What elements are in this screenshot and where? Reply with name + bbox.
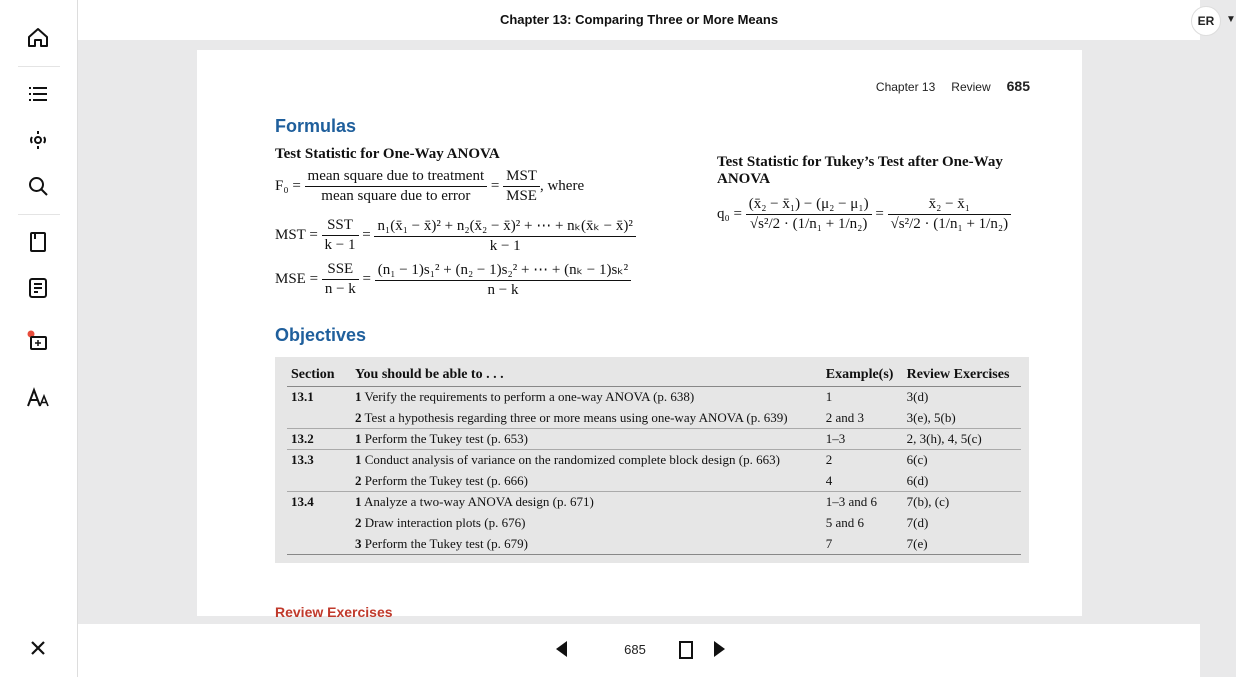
mse-equals: = [362, 270, 371, 287]
row-review-exercises: 3(e), 5(b) [906, 409, 956, 425]
text-size-icon [26, 386, 50, 410]
running-head-page-number: 685 [1006, 78, 1030, 94]
tukey-equals: = [875, 205, 884, 222]
row-objective [351, 513, 822, 534]
bookmarks-icon [26, 230, 50, 254]
objective-number: 1 [355, 494, 362, 509]
row-section: 13.1 [291, 389, 314, 404]
row-section: 13.4 [287, 492, 351, 513]
notes-icon [26, 276, 50, 300]
row-objective [351, 429, 822, 450]
row-section [287, 408, 351, 429]
chevron-down-icon[interactable]: ▼ [1226, 14, 1236, 25]
table-row [287, 450, 1021, 471]
objective-text: Conduct analysis of variance on the randomized complete block design (p. 663) [364, 452, 780, 467]
table-row [287, 534, 1021, 555]
home-button[interactable] [14, 16, 62, 60]
table-row [287, 513, 1021, 534]
objective-text: Draw interaction plots (p. 676) [364, 514, 526, 530]
table-row [287, 492, 1021, 513]
header-review-exercises: Review Exercises [903, 365, 1021, 387]
row-objective [351, 471, 822, 492]
f0-mse: MSE [506, 188, 537, 204]
objective-text: Test a hypothesis regarding three or more means using one-way ANOVA (p. 639) [364, 409, 788, 425]
row-review-exercises: 6(d) [906, 472, 929, 488]
table-of-contents-icon [26, 82, 50, 106]
row-examples: 7 [822, 534, 903, 555]
row-objective [351, 492, 822, 513]
tukey-simplified-denominator: √s²/2 · (1/n₁ + 1/n₂) [890, 216, 1009, 232]
row-section [287, 534, 351, 555]
f0-denominator: mean square due to error [321, 188, 471, 204]
close-button[interactable] [14, 626, 62, 670]
mse-expanded-numerator: (n₁ − 1)s₁² + (n₂ − 1)s₂² + ⋯ + (nₖ − 1)sₖ² [375, 260, 631, 281]
audio-icon [26, 128, 50, 152]
f0-where: , where [539, 177, 585, 194]
objective-number: 2 [355, 514, 362, 530]
row-review-exercises: 7(b), (c) [903, 492, 1021, 513]
row-examples: 4 [825, 472, 833, 488]
f0-equals: = [490, 177, 500, 194]
row-review-exercises: 7(d) [906, 514, 929, 530]
objective-text: Perform the Tukey test (p. 679) [364, 535, 528, 551]
row-objective [351, 450, 822, 471]
running-head-section: Review [951, 80, 991, 94]
tukey-lhs: q₀ = [717, 205, 742, 222]
mse-numerator: SSE [322, 261, 359, 280]
mst-equals: = [362, 226, 371, 243]
row-objective [351, 408, 822, 429]
row-review-exercises: 2, 3(h), 4, 5(c) [903, 429, 1021, 450]
user-avatar[interactable]: ER [1191, 6, 1221, 36]
table-row [287, 471, 1021, 492]
tukey-numerator: (x̄₂ − x̄₁) − (μ₂ − μ₁) [746, 196, 872, 215]
row-section: 13.3 [287, 450, 351, 471]
search-button[interactable] [14, 164, 62, 208]
objective-number: 2 [355, 472, 362, 488]
page-navigation [78, 624, 1200, 677]
f0-lhs: F₀ = [275, 177, 301, 194]
running-head-chapter: Chapter 13 [875, 80, 936, 94]
objective-number: 3 [355, 535, 362, 551]
row-examples: 5 and 6 [825, 514, 865, 530]
objective-number: 1 [355, 389, 362, 404]
text-size-button[interactable] [14, 376, 62, 420]
objectives-table [287, 365, 1021, 555]
row-section [287, 513, 351, 534]
f0-mst: MST [503, 168, 540, 187]
row-section [287, 471, 351, 492]
mst-lhs: MST = [275, 226, 318, 243]
flashcards-icon [26, 328, 50, 352]
tukey-heading-line-1: Test Statistic for Tukey’s Test after One-Way [717, 154, 1003, 170]
objective-text: Perform the Tukey test (p. 653) [364, 431, 528, 446]
tukey-denominator: √s²/2 · (1/n₁ + 1/n₂) [749, 216, 868, 232]
anova-formula-heading: Test Statistic for One-Way ANOVA [275, 146, 500, 162]
objective-number: 2 [355, 409, 362, 425]
page-number-input[interactable] [592, 636, 678, 662]
row-review-exercises: 7(e) [903, 534, 1021, 555]
mst-expanded-denominator: k − 1 [489, 238, 521, 254]
flashcards-button[interactable] [14, 318, 62, 362]
sidebar [0, 0, 78, 677]
mse-expanded-denominator: n − k [487, 282, 519, 298]
close-icon [26, 636, 50, 660]
objective-number: 1 [355, 452, 362, 467]
header-section: Section [287, 365, 351, 387]
mst-formula [275, 216, 636, 255]
mst-denominator: k − 1 [324, 237, 356, 253]
row-examples: 1–3 and 6 [822, 492, 903, 513]
search-icon [26, 174, 50, 198]
row-objective [351, 387, 822, 408]
row-review-exercises: 6(c) [903, 450, 1021, 471]
header-objective: You should be able to . . . [351, 365, 822, 387]
tukey-heading-line-2: ANOVA [717, 171, 771, 187]
mst-expanded-numerator: n₁(x̄₁ − x̄)² + n₂(x̄₂ − x̄)² + ⋯ + nₖ(x̄ₖ − x̄)² [374, 216, 635, 237]
mst-numerator: SST [322, 217, 359, 236]
table-row [287, 408, 1021, 429]
review-exercises-heading: Review Exercises [275, 604, 393, 620]
table-row [287, 429, 1021, 450]
mse-denominator: n − k [324, 281, 356, 297]
objectives-table-box [275, 357, 1029, 563]
header-examples: Example(s) [822, 365, 903, 387]
table-row [287, 387, 1021, 408]
objective-text: Perform the Tukey test (p. 666) [364, 472, 528, 488]
document-title: Chapter 13: Comparing Three or More Means [499, 12, 779, 27]
book-page [197, 50, 1082, 620]
previous-page-button[interactable] [556, 641, 567, 657]
f0-numerator: mean square due to treatment [305, 168, 488, 187]
bookmarks-button[interactable] [14, 220, 62, 264]
row-examples: 1–3 [822, 429, 903, 450]
tukey-simplified-numerator: x̄₂ − x̄₁ [888, 196, 1012, 215]
top-bar [78, 0, 1236, 40]
running-head [876, 78, 1030, 94]
table-of-contents-button[interactable] [14, 72, 62, 116]
notes-button[interactable] [14, 266, 62, 310]
row-review-exercises: 3(d) [906, 389, 929, 404]
formulas-heading: Formulas [275, 116, 357, 136]
objective-number: 1 [355, 431, 362, 446]
row-examples: 2 and 3 [825, 409, 865, 425]
objective-text: Analyze a two-way ANOVA design (p. 671) [364, 494, 594, 509]
mse-lhs: MSE = [275, 270, 319, 287]
row-examples: 2 [822, 450, 903, 471]
row-section: 13.2 [287, 429, 351, 450]
tukey-formula [717, 196, 1011, 233]
f0-formula [275, 168, 584, 205]
objectives-heading: Objectives [275, 325, 367, 345]
row-examples: 1 [825, 389, 833, 404]
row-objective [351, 534, 822, 555]
mse-formula [275, 260, 631, 299]
objective-text: Verify the requirements to perform a one-way ANOVA (p. 638) [364, 389, 695, 404]
bookmark-icon[interactable] [679, 641, 693, 659]
home-icon [26, 26, 50, 50]
audio-button[interactable] [14, 118, 62, 162]
next-page-button[interactable] [714, 641, 725, 657]
